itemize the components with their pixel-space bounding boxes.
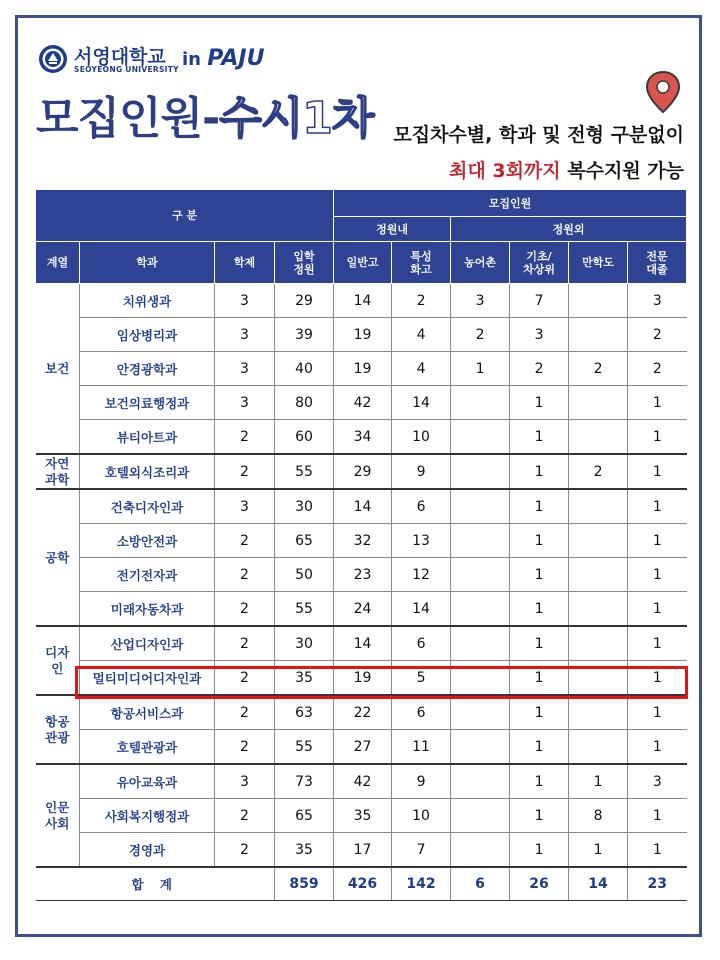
cell-nong xyxy=(451,799,510,833)
title-part1: 모집인원 xyxy=(36,93,203,144)
cell-hakje: 3 xyxy=(215,489,275,524)
title-part2: 수시1차 xyxy=(219,93,374,144)
cell-jeon: 1 xyxy=(628,489,687,524)
cell-gicho: 2 xyxy=(510,352,569,386)
notice-rest: 복수지원 가능 xyxy=(560,160,684,182)
page-title xyxy=(36,82,373,146)
cell-jeon: 2 xyxy=(628,352,687,386)
cell-teuk: 14 xyxy=(392,386,451,420)
cell-hakje: 3 xyxy=(215,318,275,352)
cell-iphak: 29 xyxy=(275,284,334,318)
table-row xyxy=(36,592,687,627)
table-row xyxy=(36,833,687,868)
cell-manhak: 2 xyxy=(569,454,628,489)
cell-nong xyxy=(451,764,510,799)
cell-gicho: 1 xyxy=(510,420,569,455)
total-teuk: 142 xyxy=(392,867,451,901)
cell-iphak: 55 xyxy=(275,730,334,765)
logo-subtitle: SEOYEONG UNIVERSITY xyxy=(74,65,179,74)
cell-iphak: 55 xyxy=(275,454,334,489)
admission-table xyxy=(35,189,687,901)
cell-manhak xyxy=(569,524,628,558)
table-row xyxy=(36,661,687,696)
header-hakgwa: 학과 xyxy=(80,242,215,284)
cell-teuk: 4 xyxy=(392,318,451,352)
group-name-cell: 항공 관광 xyxy=(36,695,80,764)
cell-hakje: 3 xyxy=(215,352,275,386)
cell-iphak: 60 xyxy=(275,420,334,455)
cell-iphak: 40 xyxy=(275,352,334,386)
cell-ilban: 24 xyxy=(334,592,392,627)
cell-manhak xyxy=(569,592,628,627)
dept-name-cell: 전기전자과 xyxy=(80,558,215,592)
dept-name-cell: 임상병리과 xyxy=(80,318,215,352)
cell-jeon: 1 xyxy=(628,524,687,558)
cell-nong xyxy=(451,454,510,489)
cell-gicho: 1 xyxy=(510,799,569,833)
cell-manhak: 2 xyxy=(569,352,628,386)
cell-hakje: 2 xyxy=(215,695,275,730)
table-row xyxy=(36,558,687,592)
cell-hakje: 2 xyxy=(215,833,275,868)
cell-gicho: 3 xyxy=(510,318,569,352)
cell-teuk: 13 xyxy=(392,524,451,558)
cell-iphak: 63 xyxy=(275,695,334,730)
cell-jeon: 1 xyxy=(628,661,687,696)
cell-hakje: 2 xyxy=(215,626,275,661)
cell-iphak: 50 xyxy=(275,558,334,592)
dept-name-cell: 안경광학과 xyxy=(80,352,215,386)
total-gicho: 26 xyxy=(510,867,569,901)
cell-nong xyxy=(451,695,510,730)
cell-nong xyxy=(451,592,510,627)
cell-gicho: 1 xyxy=(510,524,569,558)
cell-iphak: 39 xyxy=(275,318,334,352)
cell-manhak xyxy=(569,695,628,730)
table-row xyxy=(36,489,687,524)
cell-ilban: 17 xyxy=(334,833,392,868)
cell-gicho: 1 xyxy=(510,454,569,489)
cell-hakje: 2 xyxy=(215,592,275,627)
cell-hakje: 3 xyxy=(215,386,275,420)
cell-ilban: 35 xyxy=(334,799,392,833)
notice-emphasis: 최대 3회까지 xyxy=(449,160,561,182)
dept-name-cell: 치위생과 xyxy=(80,284,215,318)
header-jeonmun: 전문 대졸 xyxy=(628,242,687,284)
cell-manhak: 1 xyxy=(569,833,628,868)
cell-manhak xyxy=(569,284,628,318)
cell-nong xyxy=(451,730,510,765)
dept-name-cell: 호텔외식조리과 xyxy=(80,454,215,489)
dept-name-cell: 항공서비스과 xyxy=(80,695,215,730)
header-teukseong: 특성 화고 xyxy=(392,242,451,284)
cell-gicho: 1 xyxy=(510,695,569,730)
title-dash: - xyxy=(202,93,220,144)
cell-hakje: 2 xyxy=(215,454,275,489)
cell-ilban: 22 xyxy=(334,695,392,730)
dept-name-cell: 호텔관광과 xyxy=(80,730,215,765)
cell-nong xyxy=(451,558,510,592)
cell-ilban: 19 xyxy=(334,318,392,352)
cell-ilban: 14 xyxy=(334,284,392,318)
cell-nong: 2 xyxy=(451,318,510,352)
cell-iphak: 55 xyxy=(275,592,334,627)
cell-manhak xyxy=(569,626,628,661)
logo-campus xyxy=(182,46,264,71)
header-naebu: 정원내 xyxy=(334,217,451,242)
table-row xyxy=(36,386,687,420)
header-iphak: 입학 정원 xyxy=(275,242,334,284)
cell-gicho: 1 xyxy=(510,386,569,420)
cell-jeon: 3 xyxy=(628,764,687,799)
cell-teuk: 10 xyxy=(392,420,451,455)
total-manhak: 14 xyxy=(569,867,628,901)
cell-gicho: 1 xyxy=(510,764,569,799)
dept-name-cell: 보건의료행정과 xyxy=(80,386,215,420)
cell-hakje: 2 xyxy=(215,661,275,696)
cell-manhak xyxy=(569,558,628,592)
cell-iphak: 73 xyxy=(275,764,334,799)
cell-jeon: 1 xyxy=(628,454,687,489)
group-name-cell: 자연 과학 xyxy=(36,454,80,489)
table-row xyxy=(36,284,687,318)
cell-teuk: 6 xyxy=(392,695,451,730)
cell-nong xyxy=(451,386,510,420)
cell-hakje: 2 xyxy=(215,730,275,765)
table-row xyxy=(36,420,687,455)
header-gicho: 기초/ 차상위 xyxy=(510,242,569,284)
table-row xyxy=(36,799,687,833)
table-row xyxy=(36,454,687,489)
cell-nong: 3 xyxy=(451,284,510,318)
cell-ilban: 32 xyxy=(334,524,392,558)
cell-teuk: 12 xyxy=(392,558,451,592)
dept-name-cell: 유아교육과 xyxy=(80,764,215,799)
table-row xyxy=(36,626,687,661)
cell-nong xyxy=(451,489,510,524)
logo-campus-name: PAJU xyxy=(207,46,265,71)
dept-name-cell: 사회복지행정과 xyxy=(80,799,215,833)
total-row xyxy=(36,867,687,901)
cell-gicho: 1 xyxy=(510,833,569,868)
cell-manhak: 8 xyxy=(569,799,628,833)
cell-iphak: 35 xyxy=(275,833,334,868)
header-mojip: 모집인원 xyxy=(334,190,687,217)
cell-teuk: 9 xyxy=(392,454,451,489)
cell-nong xyxy=(451,420,510,455)
cell-iphak: 65 xyxy=(275,524,334,558)
dept-name-cell: 경영과 xyxy=(80,833,215,868)
table-row xyxy=(36,730,687,765)
cell-iphak: 80 xyxy=(275,386,334,420)
total-iphak: 859 xyxy=(275,867,334,901)
group-name-cell: 보건 xyxy=(36,284,80,455)
table-row xyxy=(36,318,687,352)
cell-jeon: 1 xyxy=(628,695,687,730)
cell-ilban: 42 xyxy=(334,764,392,799)
cell-iphak: 30 xyxy=(275,489,334,524)
cell-jeon: 1 xyxy=(628,799,687,833)
cell-teuk: 6 xyxy=(392,626,451,661)
cell-teuk: 10 xyxy=(392,799,451,833)
header-gubun: 구 분 xyxy=(36,190,334,242)
cell-gicho: 1 xyxy=(510,661,569,696)
cell-ilban: 29 xyxy=(334,454,392,489)
header-manhakdo: 만학도 xyxy=(569,242,628,284)
dept-name-cell: 산업디자인과 xyxy=(80,626,215,661)
logo-in-word: in xyxy=(182,49,201,70)
dept-name-cell: 소방안전과 xyxy=(80,524,215,558)
logo-name: 서영대학교 xyxy=(74,46,166,68)
cell-manhak xyxy=(569,386,628,420)
university-emblem-icon xyxy=(38,44,68,74)
cell-gicho: 7 xyxy=(510,284,569,318)
cell-ilban: 34 xyxy=(334,420,392,455)
cell-jeon: 1 xyxy=(628,730,687,765)
cell-nong xyxy=(451,833,510,868)
cell-ilban: 42 xyxy=(334,386,392,420)
cell-teuk: 4 xyxy=(392,352,451,386)
cell-jeon: 1 xyxy=(628,833,687,868)
header-nongeochon: 농어촌 xyxy=(451,242,510,284)
cell-ilban: 14 xyxy=(334,626,392,661)
group-name-cell: 공학 xyxy=(36,489,80,626)
cell-gicho: 1 xyxy=(510,592,569,627)
total-nong: 6 xyxy=(451,867,510,901)
cell-manhak xyxy=(569,489,628,524)
cell-iphak: 30 xyxy=(275,626,334,661)
cell-manhak: 1 xyxy=(569,764,628,799)
header-ilban: 일반고 xyxy=(334,242,392,284)
cell-hakje: 2 xyxy=(215,524,275,558)
cell-nong xyxy=(451,626,510,661)
dept-name-cell: 뷰티아트과 xyxy=(80,420,215,455)
cell-iphak: 35 xyxy=(275,661,334,696)
header-hakje: 학제 xyxy=(215,242,275,284)
cell-manhak xyxy=(569,730,628,765)
cell-manhak xyxy=(569,661,628,696)
cell-gicho: 1 xyxy=(510,558,569,592)
cell-teuk: 9 xyxy=(392,764,451,799)
group-name-cell: 인문 사회 xyxy=(36,764,80,867)
cell-ilban: 27 xyxy=(334,730,392,765)
cell-hakje: 2 xyxy=(215,799,275,833)
dept-name-cell: 건축디자인과 xyxy=(80,489,215,524)
total-label: 합 계 xyxy=(36,867,275,901)
cell-jeon: 3 xyxy=(628,284,687,318)
table-row xyxy=(36,764,687,799)
cell-jeon: 1 xyxy=(628,558,687,592)
cell-teuk: 5 xyxy=(392,661,451,696)
table-row xyxy=(36,524,687,558)
table-row xyxy=(36,695,687,730)
cell-jeon: 1 xyxy=(628,592,687,627)
header-oebu: 정원외 xyxy=(451,217,687,242)
cell-manhak xyxy=(569,318,628,352)
cell-gicho: 1 xyxy=(510,626,569,661)
table-row xyxy=(36,352,687,386)
cell-ilban: 19 xyxy=(334,661,392,696)
cell-teuk: 14 xyxy=(392,592,451,627)
cell-hakje: 3 xyxy=(215,764,275,799)
header-gyeyeol: 계열 xyxy=(36,242,80,284)
total-ilban: 426 xyxy=(334,867,392,901)
notice-line-1: 모집차수별, 학과 및 전형 구분없이 xyxy=(393,124,684,146)
cell-iphak: 65 xyxy=(275,799,334,833)
cell-hakje: 2 xyxy=(215,558,275,592)
cell-teuk: 11 xyxy=(392,730,451,765)
cell-gicho: 1 xyxy=(510,489,569,524)
cell-teuk: 2 xyxy=(392,284,451,318)
dept-name-cell: 멀티미디어디자인과 xyxy=(80,661,215,696)
location-pin-icon xyxy=(644,70,682,114)
group-name-cell: 디자 인 xyxy=(36,626,80,695)
notice-line-2 xyxy=(449,156,684,183)
table-body xyxy=(36,284,687,901)
total-jeon: 23 xyxy=(628,867,687,901)
cell-hakje: 3 xyxy=(215,284,275,318)
dept-name-cell: 미래자동차과 xyxy=(80,592,215,627)
cell-ilban: 14 xyxy=(334,489,392,524)
cell-hakje: 2 xyxy=(215,420,275,455)
cell-nong xyxy=(451,661,510,696)
cell-nong: 1 xyxy=(451,352,510,386)
cell-jeon: 1 xyxy=(628,626,687,661)
cell-jeon: 1 xyxy=(628,386,687,420)
cell-nong xyxy=(451,524,510,558)
cell-ilban: 23 xyxy=(334,558,392,592)
cell-jeon: 2 xyxy=(628,318,687,352)
cell-manhak xyxy=(569,420,628,455)
cell-gicho: 1 xyxy=(510,730,569,765)
cell-teuk: 6 xyxy=(392,489,451,524)
cell-jeon: 1 xyxy=(628,420,687,455)
cell-ilban: 19 xyxy=(334,352,392,386)
cell-teuk: 7 xyxy=(392,833,451,868)
